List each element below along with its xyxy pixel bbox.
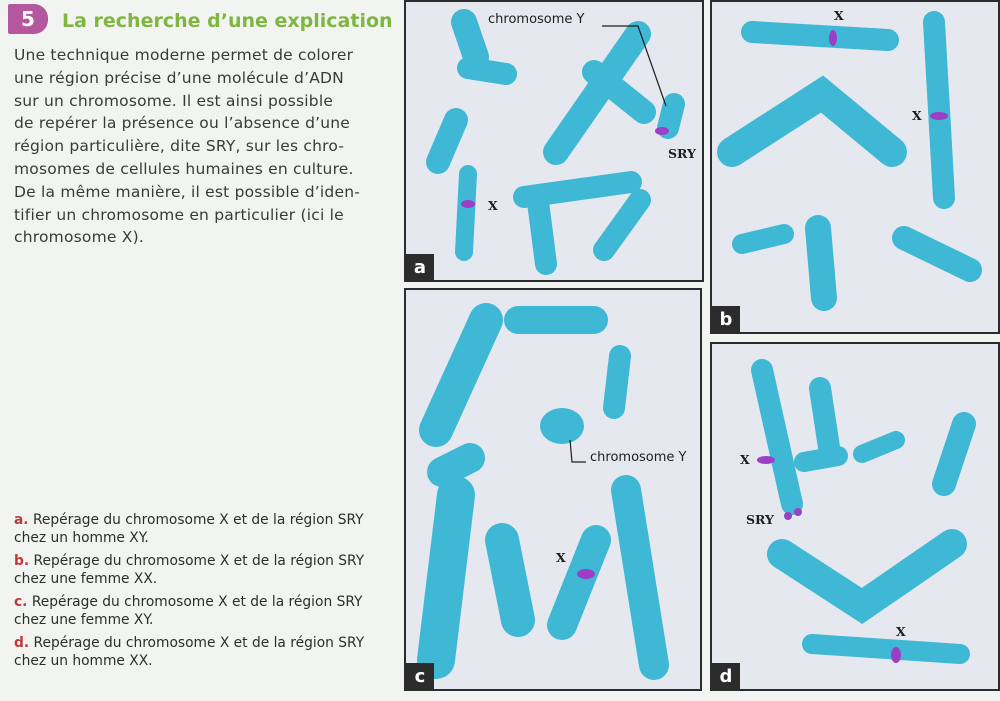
intro-line: tifier un chromosome en particulier (ici le bbox=[14, 205, 344, 224]
panel-label-a: a bbox=[406, 254, 434, 280]
caption-text: chez une femme XY. bbox=[14, 611, 154, 628]
x-label-bottom: X bbox=[896, 624, 906, 639]
caption-letter: b. bbox=[14, 553, 30, 569]
caption-text: chez un homme XX. bbox=[14, 652, 153, 669]
intro-paragraph bbox=[14, 44, 390, 249]
intro-line: région particulière, dite SRY, sur les chro- bbox=[14, 137, 345, 156]
micrograph-panel-c bbox=[404, 288, 702, 691]
x-label: X bbox=[556, 550, 566, 565]
panel-label-b: b bbox=[712, 306, 740, 332]
intro-line: de repérer la présence ou l’absence d’une bbox=[14, 114, 351, 133]
caption-letter: a. bbox=[14, 512, 29, 528]
panel-label-c: c bbox=[406, 663, 434, 689]
sry-label: SRY bbox=[746, 512, 774, 527]
caption-text: Repérage du chromosome X et de la région SRY bbox=[33, 635, 365, 651]
intro-line: chromosome X). bbox=[14, 228, 144, 247]
section-title: La recherche d’une explication bbox=[62, 10, 393, 32]
panel-label-d: d bbox=[712, 663, 740, 689]
x-label-top: X bbox=[834, 8, 844, 23]
sry-label: SRY bbox=[668, 146, 696, 161]
micrograph-panel-b bbox=[710, 0, 1000, 334]
x-label-left: X bbox=[740, 452, 750, 467]
chromosome-image-c bbox=[406, 290, 702, 691]
caption-c bbox=[14, 594, 394, 629]
caption-b bbox=[14, 553, 394, 588]
caption-a bbox=[14, 512, 394, 547]
x-label-right: X bbox=[912, 108, 922, 123]
intro-line: sur un chromosome. Il est ainsi possible bbox=[14, 91, 334, 110]
chromosome-y-label: chromosome Y bbox=[590, 450, 687, 465]
chromosome-image-b bbox=[712, 2, 1000, 334]
micrograph-panel-d bbox=[710, 342, 1000, 691]
caption-text: chez un homme XY. bbox=[14, 529, 149, 546]
caption-letter: c. bbox=[14, 594, 28, 610]
figure-captions bbox=[14, 512, 394, 676]
caption-letter: d. bbox=[14, 635, 30, 651]
caption-d bbox=[14, 635, 394, 670]
micrograph-panel-a bbox=[404, 0, 704, 282]
caption-text: chez une femme XX. bbox=[14, 570, 158, 587]
intro-line: mosomes de cellules humaines en culture. bbox=[14, 159, 354, 178]
caption-text: Repérage du chromosome X et de la région SRY bbox=[32, 512, 364, 528]
caption-text: Repérage du chromosome X et de la région SRY bbox=[31, 594, 363, 610]
section-number-badge: 5 bbox=[8, 4, 48, 34]
caption-text: Repérage du chromosome X et de la région SRY bbox=[33, 553, 365, 569]
text-column bbox=[0, 0, 400, 701]
chromosome-y-label: chromosome Y bbox=[488, 12, 585, 27]
x-label: X bbox=[488, 198, 498, 213]
intro-line: Une technique moderne permet de colorer bbox=[14, 46, 354, 64]
intro-line: une région précise d’une molécule d’ADN bbox=[14, 68, 344, 87]
chromosome-image-a bbox=[406, 2, 704, 282]
intro-line: De la même manière, il est possible d’iden- bbox=[14, 182, 361, 201]
